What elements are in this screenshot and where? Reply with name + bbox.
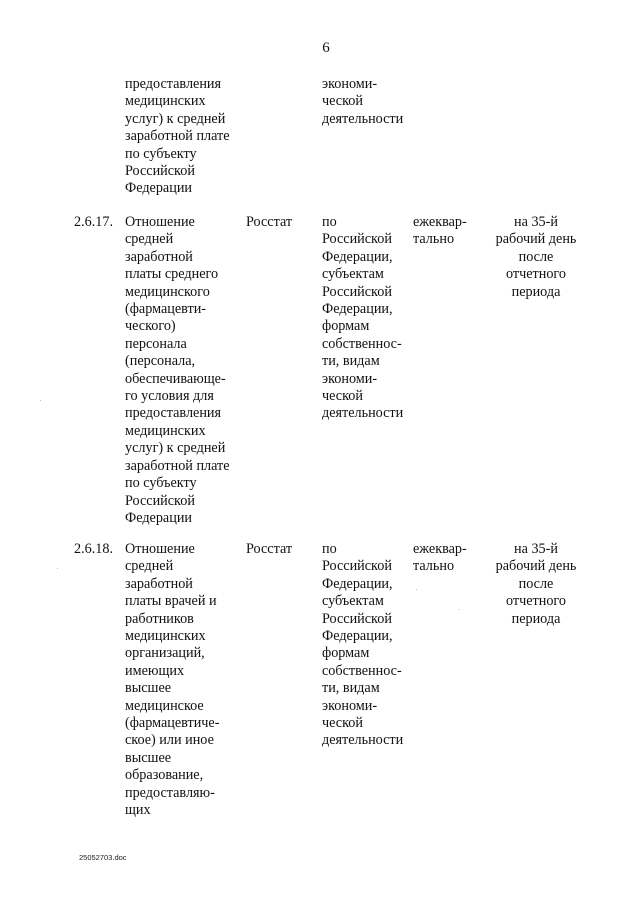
row-number: 2.6.18.: [74, 541, 114, 557]
agency-text: Росстат: [246, 214, 293, 230]
frequency-text: ежеквар- тально: [413, 541, 467, 575]
scan-speck: [459, 609, 460, 610]
deadline-text: на 35-й рабочий день после отчетного периода: [495, 214, 577, 300]
scan-speck: [57, 568, 58, 569]
continued-breakdown-text: экономи- ческой деятельности: [322, 76, 404, 127]
page-number: 6: [322, 40, 330, 56]
scan-speck: [40, 400, 41, 401]
scan-speck: [416, 589, 417, 590]
continued-indicator-text: предоставления медицинских услуг) к средней заработной плате по субъекту Российской Федерации: [125, 76, 230, 197]
footer-file-name: 25052703.doc: [79, 853, 127, 862]
indicator-text: Отношение средней заработной платы врачей и работников медицинских организаций, имеющих высшее медицинское (фармацевтиче- ское) или иное высшее образование, предоставляю- щих: [125, 541, 220, 819]
indicator-text: Отношение средней заработной платы среднего медицинского (фармацевти- ческого) персонала (персонала, обеспечивающе- го условия для предоставления медицинских услуг) к средней заработной плате по субъекту Российской Федерации: [125, 214, 230, 526]
row-number: 2.6.17.: [74, 214, 114, 230]
frequency-text: ежеквар- тально: [413, 214, 467, 248]
breakdown-text: по Российской Федерации, субъектам Российской Федерации, формам собственнос- ти, видам экономи- ческой деятельности: [322, 541, 404, 749]
agency-text: Росстат: [246, 541, 293, 557]
breakdown-text: по Российской Федерации, субъектам Российской Федерации, формам собственнос- ти, видам экономи- ческой деятельности: [322, 214, 404, 422]
deadline-text: на 35-й рабочий день после отчетного периода: [495, 541, 577, 627]
